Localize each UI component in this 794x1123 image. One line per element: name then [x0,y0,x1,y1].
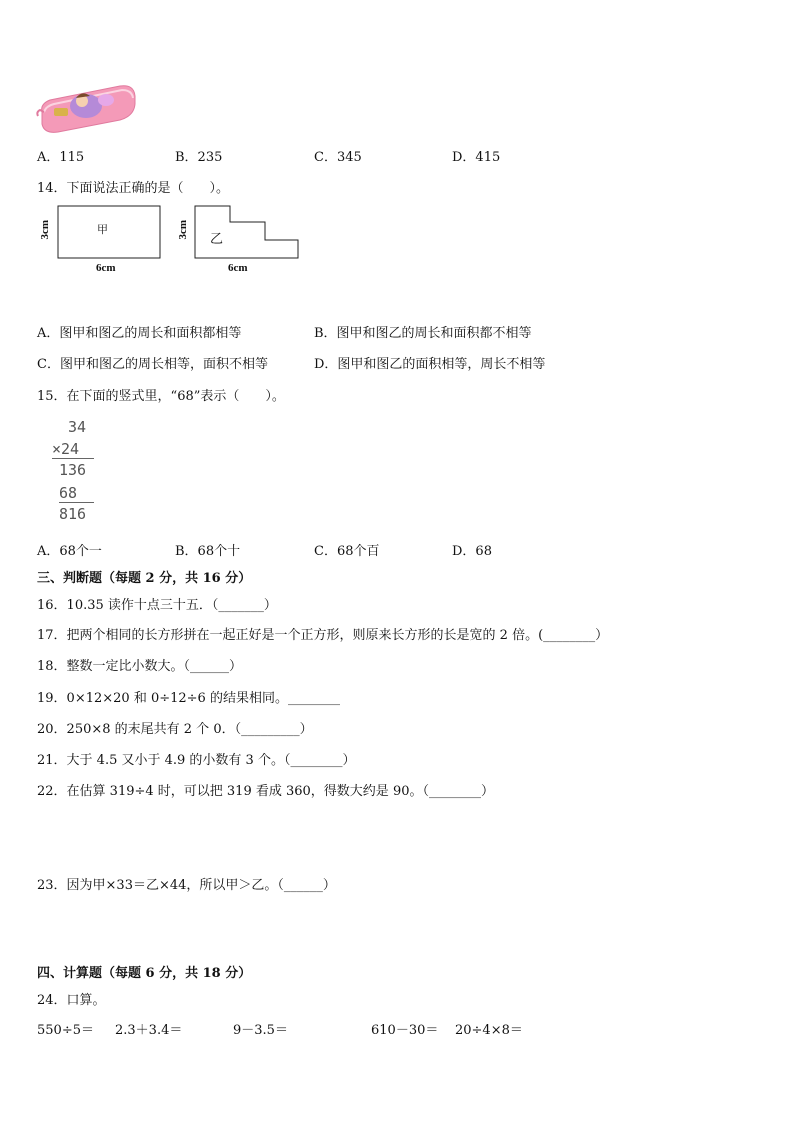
q15-option-a[interactable]: A．68个一 [37,544,102,559]
q13-option-d[interactable]: D．415 [452,150,501,165]
q15-option-b[interactable]: B．68个十 [175,544,241,559]
section-4-heading: 四、计算题（每题 6 分，共 18 分） [37,966,252,981]
q14-option-d[interactable]: D．图甲和图乙的面积相等，周长不相等 [314,357,546,372]
judge-item-21[interactable]: 21．大于 4.5 又小于 4.9 的小数有 3 个。（________） [37,753,356,768]
q24-item-3[interactable]: 9－3.5＝ [233,1023,288,1038]
judge-item-20[interactable]: 20．250×8 的末尾共有 2 个 0．（_________） [37,722,313,737]
q14-option-a[interactable]: A．图甲和图乙的周长和面积都相等 [37,326,242,341]
section-3-heading: 三、判断题（每题 2 分，共 16 分） [37,571,252,586]
figure-yi-bottom-label: 6cm [228,262,248,274]
q15-option-c[interactable]: C．68个百 [314,544,380,559]
judge-item-23[interactable]: 23．因为甲×33＝乙×44，所以甲＞乙。（______） [37,878,336,893]
q24-stem: 24．口算。 [37,993,106,1008]
figure-jia-side-label: 3cm [39,220,51,240]
calc-line-4: 68 [59,484,78,502]
judge-item-17[interactable]: 17．把两个相同的长方形拼在一起正好是一个正方形，则原来长方形的长是宽的 2 倍。(________） [37,628,609,643]
calc-line-5: 816 [59,505,87,523]
judge-item-18[interactable]: 18．整数一定比小数大。（______） [37,659,243,674]
judge-item-19[interactable]: 19．0×12×20 和 0÷12÷6 的结果相同。________ [37,691,340,706]
q13-option-a[interactable]: A．115 [37,150,85,165]
q14-option-b[interactable]: B．图甲和图乙的周长和面积都不相等 [314,326,532,341]
judge-item-22[interactable]: 22．在估算 319÷4 时，可以把 319 看成 360，得数大约是 90。（________） [37,784,494,799]
q15-stem: 15．在下面的竖式里，“68”表示（ ）。 [37,389,285,404]
q24-item-4[interactable]: 610－30＝ [371,1023,439,1038]
q14-stem: 14．下面说法正确的是（ ）。 [37,181,230,196]
calc-line-3: 136 [59,461,87,479]
pencil-case-image [36,82,138,134]
figure-yi [175,204,305,278]
judge-item-16[interactable]: 16．10.35 读作十点三十五．（_______） [37,598,277,613]
q24-item-1[interactable]: 550÷5＝ [37,1023,94,1038]
calc-rule-1 [52,458,94,459]
figure-jia-inner-label: 甲 [97,224,108,236]
figure-jia [38,204,168,278]
vertical-calculation [50,418,110,528]
q24-item-2[interactable]: 2.3＋3.4＝ [115,1023,183,1038]
figure-jia-bottom-label: 6cm [96,262,116,274]
calc-line-1: 34 [68,418,87,436]
q15-option-d[interactable]: D．68 [452,544,492,559]
calc-rule-2 [59,502,94,503]
q24-item-5[interactable]: 20÷4×8＝ [455,1023,523,1038]
q13-option-c[interactable]: C．345 [314,150,362,165]
q13-option-b[interactable]: B．235 [175,150,223,165]
calc-line-2: ×24 [52,440,80,458]
q14-option-c[interactable]: C．图甲和图乙的周长相等，面积不相等 [37,357,268,372]
figure-yi-side-label: 3cm [177,220,189,240]
figure-yi-inner-label: 乙 [210,231,224,246]
